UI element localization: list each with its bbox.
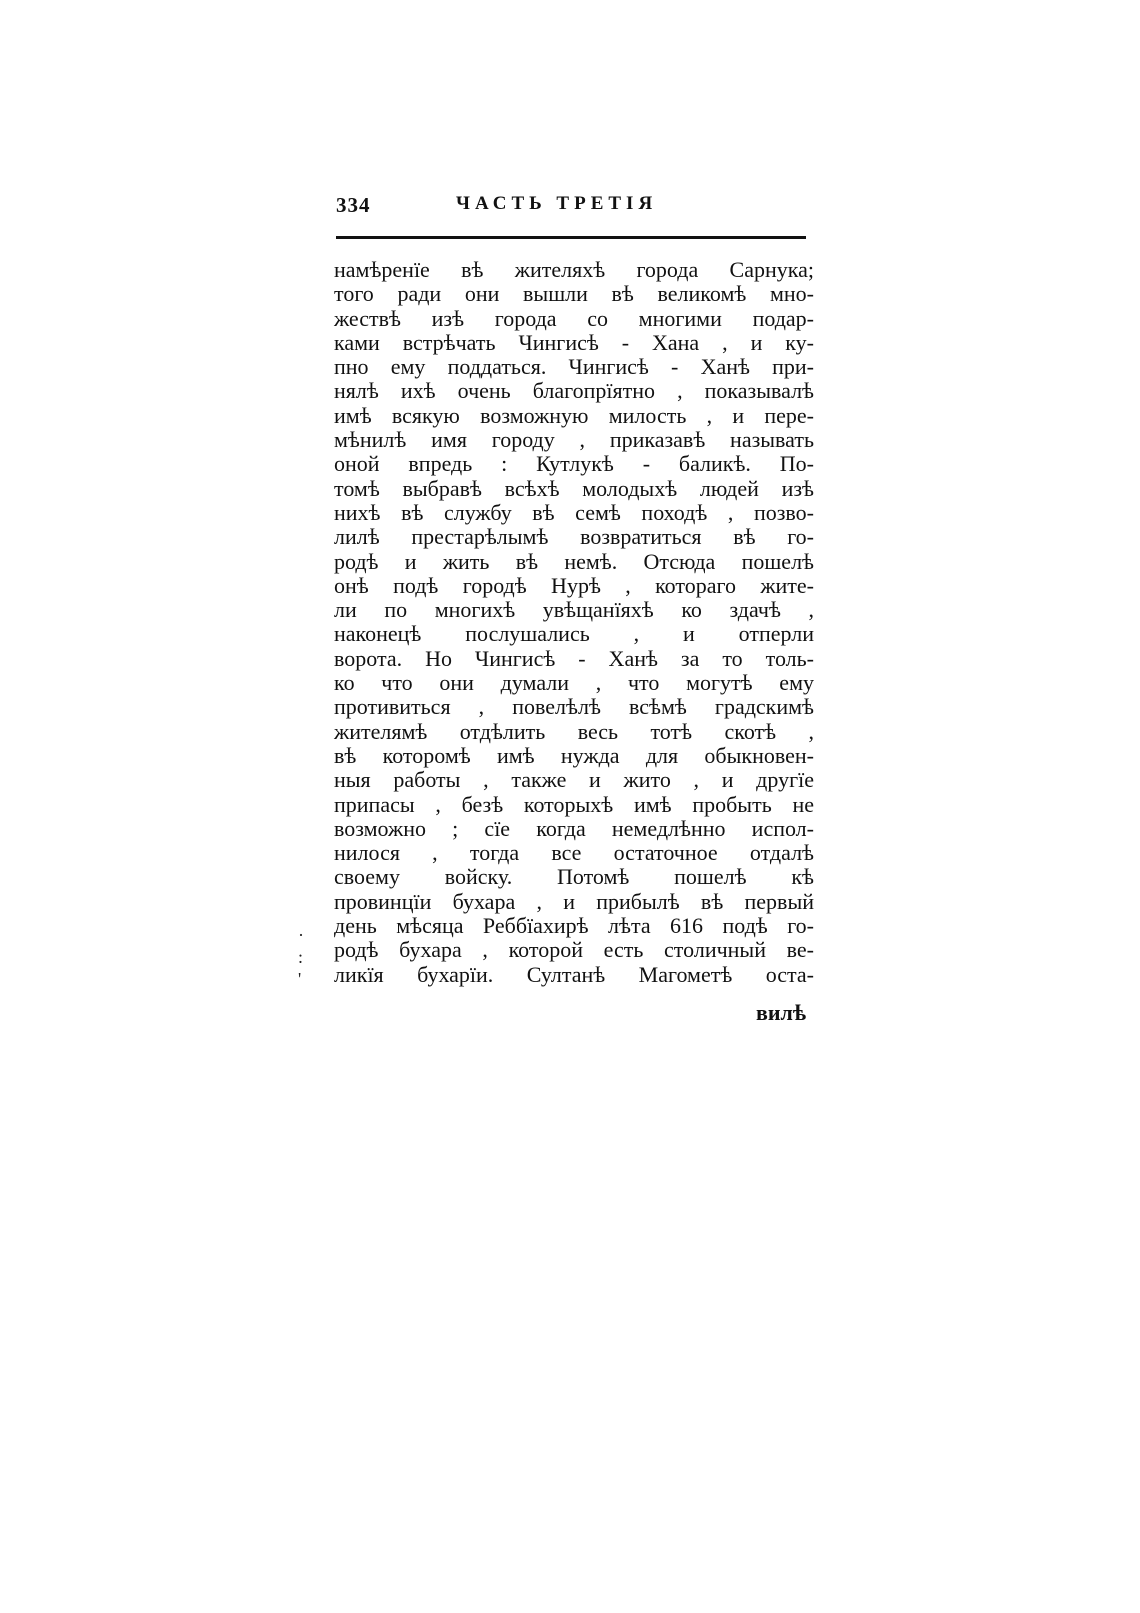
text-line: пно ему поддаться. Чингисѣ - Ханѣ при- xyxy=(334,354,814,380)
text-line: возможно ; сїе когда немедлѣнно испол- xyxy=(334,815,814,841)
text-line: родѣ и жить вѣ немѣ. Отсюда пошелѣ xyxy=(334,548,814,574)
text-line: нилося , тогда все остаточное отдалѣ xyxy=(334,840,814,866)
text-line: томѣ выбравѣ всѣхѣ молодыхѣ людей изѣ xyxy=(334,475,814,501)
text-line: ками встрѣчать Чингисѣ - Хана , и ку- xyxy=(334,329,814,355)
text-line: оной впредь : Кутлукѣ - баликѣ. По- xyxy=(334,451,814,477)
text-line: ликїя бухарїи. Султанѣ Магометѣ оста- xyxy=(334,961,814,987)
text-line: нялѣ ихѣ очень благопрїятно , показывалѣ xyxy=(334,378,814,404)
text-line: нихѣ вѣ службу вѣ семѣ походѣ , позво- xyxy=(334,499,814,525)
text-line: ко что они думали , что могутѣ ему xyxy=(334,670,814,696)
text-line: лилѣ престарѣлымѣ возвратиться вѣ го- xyxy=(334,524,814,550)
text-line: мѣнилѣ имя городу , приказавѣ называть xyxy=(334,427,814,453)
margin-ink-dots: · : ' xyxy=(298,925,304,989)
text-line: жествѣ изѣ города со многими подар- xyxy=(334,305,814,331)
text-line: вѣ которомѣ имѣ нужда для обыкновен- xyxy=(334,742,814,768)
text-line: ли по многихѣ увѣщанїяхѣ ко здачѣ , xyxy=(334,597,814,623)
running-title: ЧАСТЬ ТРЕТІЯ xyxy=(456,193,658,214)
text-line: родѣ бухара , которой есть столичный ве- xyxy=(334,937,814,963)
catchword: вилѣ xyxy=(756,1000,807,1025)
text-line: намѣренїе вѣ жителяхѣ города Сарнука; xyxy=(334,257,814,282)
running-head xyxy=(336,193,816,223)
page-number: 334 xyxy=(336,193,371,217)
text-line: жителямѣ отдѣлить весь тотѣ скотѣ , xyxy=(334,718,814,744)
header-rule xyxy=(336,236,806,239)
text-line: провинцїи бухара , и прибылѣ вѣ первый xyxy=(334,888,814,914)
text-line: того ради они вышли вѣ великомѣ мно- xyxy=(334,281,814,307)
text-line: своему войску. Потомѣ пошелѣ кѣ xyxy=(334,864,814,890)
text-line: онѣ подѣ городѣ Нурѣ , котораго жите- xyxy=(334,572,814,598)
text-line: ворота. Но Чингисѣ - Ханѣ за то толь- xyxy=(334,645,814,671)
body-text xyxy=(334,258,814,987)
text-line: ныя работы , также и жито , и другїе xyxy=(334,767,814,793)
text-line: припасы , безѣ которыхѣ имѣ пробыть не xyxy=(334,791,814,817)
text-line: день мѣсяца Реббїахирѣ лѣта 616 подѣ го- xyxy=(334,913,814,939)
text-line: наконецѣ послушались , и отперли xyxy=(334,621,814,647)
text-line: противиться , повелѣлѣ всѣмѣ градскимѣ xyxy=(334,694,814,720)
text-line: имѣ всякую возможную милость , и пере- xyxy=(334,402,814,428)
